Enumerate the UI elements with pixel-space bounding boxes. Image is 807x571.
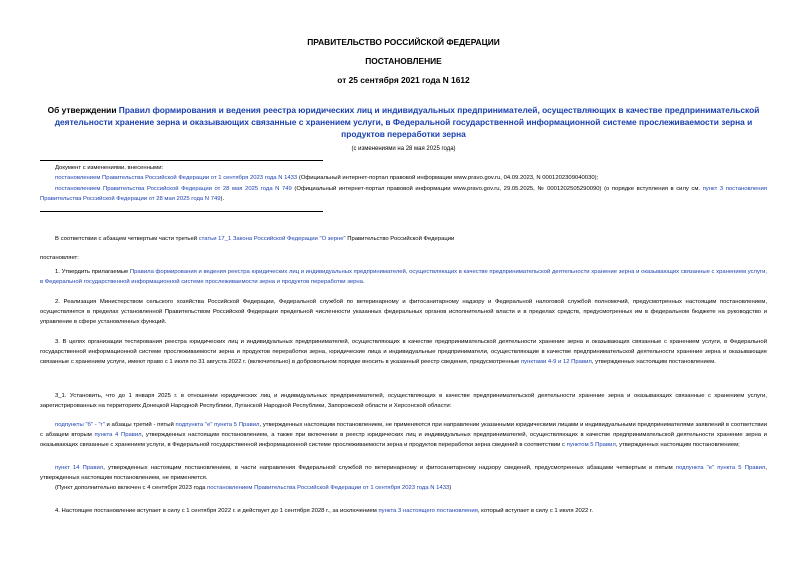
- resolves-line: постановляет:: [40, 255, 79, 261]
- sub1-text-3: , утвержденных настоящим постановлением, а также при включении в реестр юридических лиц и индивидуальных предпринимателей, осуществляющих в качестве предпринимательской деятельности хранение зерна и оказывающих связанные с хранением услуги, в Федеральной государственной информационной системе прослеживаемости зерна и продуктов переработки зерна сведений в соответствии с: [40, 432, 767, 448]
- amendments-divider-bottom: [40, 211, 323, 212]
- added-note-text: (Пункт дополнительно включен с 4 сентября 2023 года: [55, 485, 208, 491]
- sub2-text-2: , утвержденных настоящим постановлением, не применяется.: [40, 465, 768, 481]
- title-rules-link[interactable]: Правил формирования и ведения реестра юридических лиц и индивидуальных предпринимателей, осуществляющих в качестве предпринимательской деятельности хранение зерна и оказывающих связанные с хранением услуги, в Федеральной государственной информационной системе прослеживаемости зерна и продуктов переработки зерна: [54, 105, 760, 139]
- paragraph-2: 2. Реализация Министерством сельского хозяйства Российской Федерации, Федеральной службой по ветеринарному и фитосанитарному надзору и Федеральной налоговой службой полномочий, предусмотренных настоящим постановлением, осуществляется в пределах установленной Правительством Российской Федерации предельной численности указанных федеральных органов исполнительной власти и в пределах средств, предусмотренных им в федеральном бюджете на руководство и управление в сфере установленных функций.: [40, 299, 767, 325]
- grain-law-link[interactable]: статьи 17_1 Закона Российской Федерации "О зерне": [198, 236, 346, 242]
- preamble-text-1: В соответствии с абзацем четвертым части третьей: [55, 236, 199, 242]
- sub1-link-3[interactable]: пункта 4 Правил: [94, 432, 142, 438]
- preamble-text-2: Правительство Российской Федерации: [345, 236, 455, 242]
- sub2-text-1: , утвержденных настоящим постановлением, в части направления Федеральной службой по ветеринарному и фитосанитарному надзору сведений, предусмотренных абзацами четвертым и пятым: [103, 465, 676, 471]
- amendments-divider-top: [40, 160, 323, 161]
- amendments-intro: Документ с изменениями, внесенными:: [55, 165, 164, 171]
- paragraph-3-text-2: , утвержденных настоящим постановлением.: [591, 359, 716, 365]
- paragraph-3-1-sub-1: [40, 420, 767, 450]
- document-title: [40, 104, 767, 140]
- added-note-end: ): [449, 485, 452, 491]
- sub1-text-4: , утвержденных настоящим постановлением;: [615, 442, 740, 448]
- paragraph-4: [40, 506, 767, 516]
- amendment-2-end: ).: [220, 196, 225, 202]
- amendment-2-link2[interactable]: пункт 3 постановления Правительства Российской Федерации от 28 мая 2025 года N 749: [40, 186, 767, 202]
- paragraph-3-text-1: 3. В целях организации тестирования реестра юридических лиц и индивидуальных предпринимателей, осуществляющих в качестве предпринимательской деятельности хранение зерна и оказывающих связанные с хранением услуги, в Федеральной государственной информационной системе прослеживаемости зерна и продуктов переработки зерна, юридические лица и индивидуальные предприниматели, осуществляющие в качестве предпринимательской деятельности хранение зерна и оказывающие связанные с хранением услуги, имеют право с 1 июля по 31 августа 2022 г. (включительно) в добровольном порядке вносить в указанный реестр сведения, предусмотренные: [40, 339, 767, 365]
- government-heading: ПРАВИТЕЛЬСТВО РОССИЙСКОЙ ФЕДЕРАЦИИ: [307, 37, 500, 47]
- paragraph-3-1-added-note: [55, 483, 767, 493]
- paragraph-4-text-1: 4. Настоящее постановление вступает в силу с 1 сентября 2022 г. и действует до 1 сентября 2028 г., за исключением: [55, 508, 379, 514]
- doc-type-heading: ПОСТАНОВЛЕНИЕ: [365, 56, 442, 66]
- paragraph-1-text: 1. Утвердить прилагаемые: [55, 269, 130, 275]
- paragraph-4-text-2: , который вступает в силу с 1 июля 2022 г.: [477, 508, 593, 514]
- added-note-link[interactable]: постановлением Правительства Российской Федерации от 1 сентября 2023 года N 1433: [207, 485, 450, 491]
- sub1-link-4[interactable]: пунктом 5 Правил: [566, 442, 616, 448]
- paragraph-1-rules-link[interactable]: Правила формирования и ведения реестра юридических лиц и индивидуальных предпринимателей, осуществляющих в качестве предпринимательской деятельности хранение зерна и оказывающих связанные с хранением услуги, в Федеральной государственной информационной системе прослеживаемости зерна и продуктов переработки зерна: [40, 269, 767, 285]
- sub1-text-1: и абзацы третий - пятый: [104, 422, 176, 428]
- amendment-2-text: (Официальный интернет-портал правовой информации www.pravo.gov.ru, 29.05.2025, № 0001202505290090) (о порядке вступления в силу см.: [291, 186, 703, 192]
- sub2-link-2[interactable]: подпункта "е" пункта 5 Правил: [675, 465, 766, 471]
- sub2-link-1[interactable]: пункт 14 Правил: [55, 465, 104, 471]
- sub1-link-2[interactable]: подпункта "е" пункта 5 Правил: [175, 422, 260, 428]
- amendment-1: [55, 173, 767, 183]
- title-prefix: Об утверждении: [47, 105, 119, 115]
- paragraph-3: [40, 337, 767, 367]
- paragraph-1: [40, 267, 767, 287]
- sub1-link-1[interactable]: подпункты "б" - "г": [55, 422, 105, 428]
- date-number-heading: от 25 сентября 2021 года N 1612: [337, 75, 470, 85]
- paragraph-3-link[interactable]: пунктами 4-9 и 12 Правил: [520, 359, 592, 365]
- paragraph-4-link[interactable]: пункта 3 настоящего постановления: [378, 508, 478, 514]
- amendment-1-text: (Официальный интернет-портал правовой информации www.pravo.gov.ru, 04.09.2023, N 0001202309040030);: [297, 175, 599, 181]
- sub1-text-2: , утвержденных настоящим постановлением, не применяются при направлении указанными юридическими лицами и индивидуальными предпринимателями заявлений в соответствии с абзацем вторым: [40, 422, 768, 438]
- amendment-1-link[interactable]: постановлением Правительства Российской Федерации от 1 сентября 2023 года N 1433: [55, 175, 298, 181]
- amendment-2-link[interactable]: постановлением Правительства Российской Федерации от 28 мая 2025 года N 749: [55, 186, 292, 192]
- revision-note: (с изменениями на 28 мая 2025 года): [351, 146, 456, 152]
- amendment-2: [40, 184, 767, 204]
- preamble: [55, 234, 767, 244]
- paragraph-3-1-sub-2: [40, 463, 767, 483]
- paragraph-3-1: 3_1. Установить, что до 1 января 2025 г. в отношении юридических лиц и индивидуальных предпринимателей, осуществляющих в качестве предпринимательской деятельности хранение зерна и оказывающих связанные с хранением услуги, зарегистрированных на территориях Донецкой Народной Республики, Луганской Народной Республики, Запорожской области и Херсонской области:: [40, 393, 767, 409]
- paragraph-1-end: .: [362, 279, 365, 285]
